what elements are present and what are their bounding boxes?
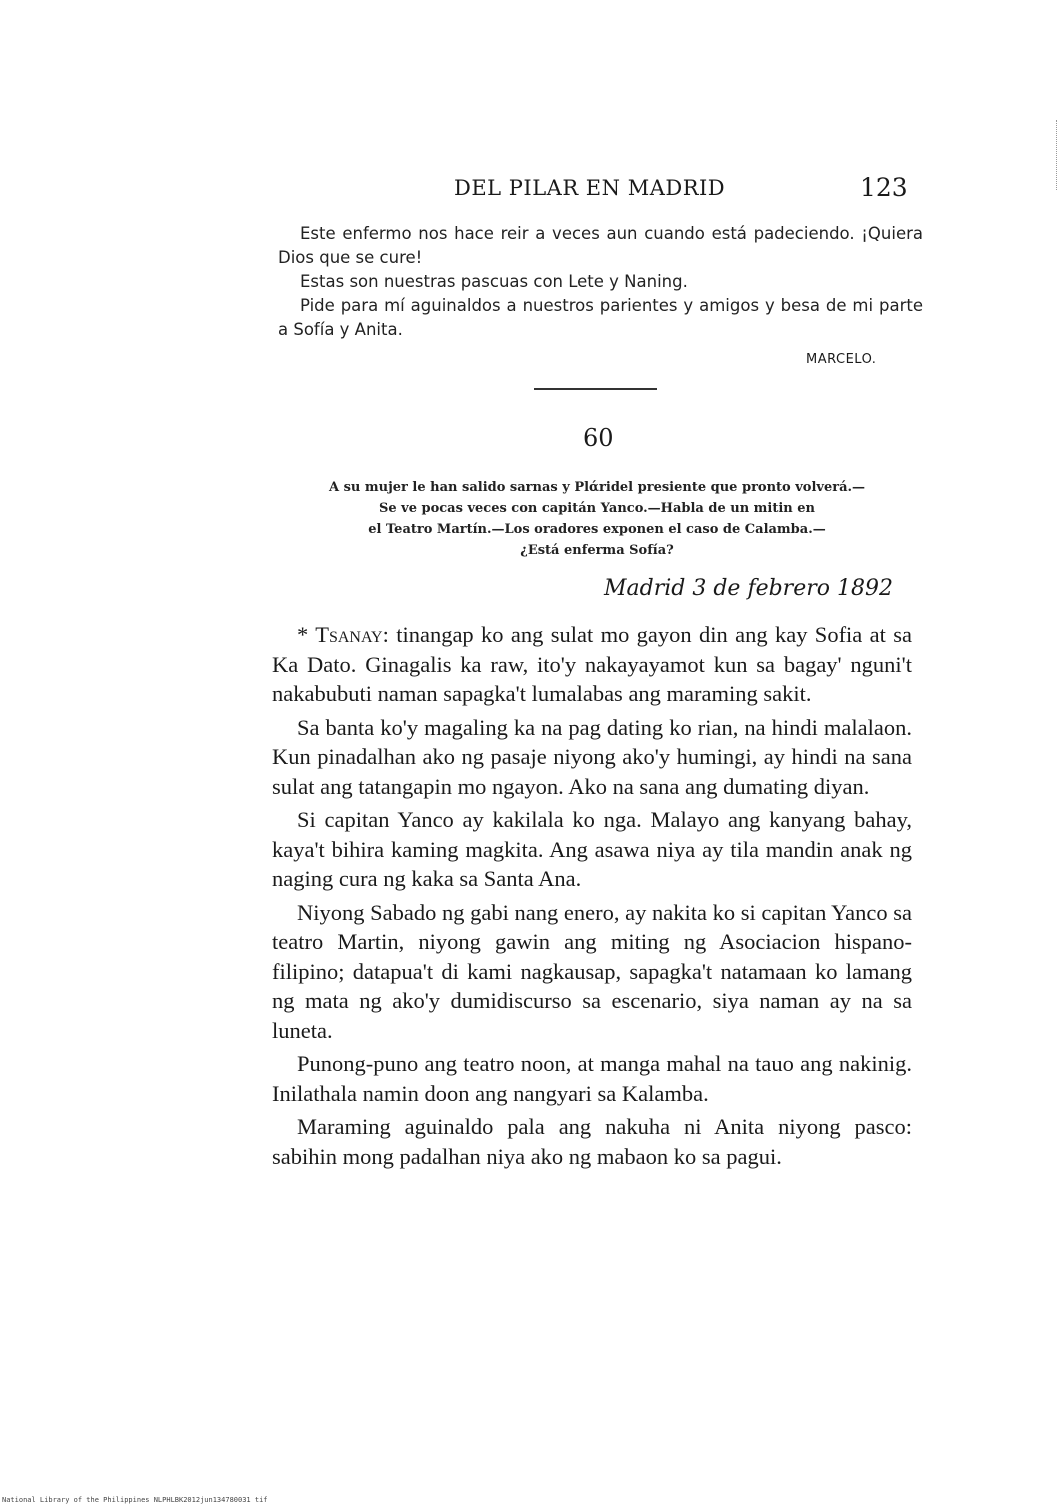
paragraph: Sa banta ko'y magaling ka na pag dating ko rian, na hindi malalaon. Kun pinadalhan ako ng pasaje niyong ako'y humingi, ay hindi na sana sulat ang tatangapin mo ngayon. Ako na sana ang dumating diyan.	[272, 714, 912, 799]
summary-line: el Teatro Martín.—Los oradores exponen el caso de Calamba.—	[368, 522, 826, 537]
paragraph: Si capitan Yanco ay kakilala ko nga. Malayo ang kanyang bahay, kaya't bihira kaming magkita. Ang asawa niya ay tila mandin anak ng naging cura ng kaka sa Santa Ana.	[272, 807, 912, 891]
previous-letter-line: Estas son nuestras pascuas con Lete y Naning.	[300, 272, 688, 291]
page-number: 123	[860, 173, 908, 202]
letter-number: 60	[583, 424, 614, 452]
letter-body	[272, 620, 912, 1175]
scan-footer-note: National Library of the Philippines NLPHLBK2012jun134780031 tif	[2, 1496, 268, 1504]
summary-line: Se ve pocas veces con capitán Yanco.—Habla de un mitin en	[378, 501, 816, 516]
letter-summary	[272, 477, 922, 561]
paragraph: Niyong Sabado ng gabi nang enero, ay nakita ko si capitan Yanco sa teatro Martin, niyong gawin ang miting ng Asociacion hispano-filipino; datapua't di kami nagkausap, sapagka't natamaan ko lamang ng mata ng ako'y dumidiscurso sa escenario, siya naman ay na sa luneta.	[272, 899, 912, 1043]
signature: MARCELO.	[806, 352, 877, 367]
running-header-title: DEL PILAR EN MADRID	[454, 176, 726, 200]
dateline: Madrid 3 de febrero 1892	[604, 576, 893, 601]
paragraph	[272, 620, 912, 709]
summary-line: ¿Está enferma Sofía?	[520, 543, 674, 558]
paragraph-text: tinangap ko ang sulat mo gayon din ang kay Sofia at sa Ka Dato. Ginagalis ka raw, ito'y nakayayamot kun sa bagay' nguni't nakabubuti naman sapagka't lumalabas ang maraming sakit.	[272, 622, 912, 706]
scan-margin-marks	[1056, 120, 1060, 190]
summary-line: A su mujer le han salido sarnas y Plάridel presiente que pronto volverá.—	[328, 480, 866, 495]
section-divider	[534, 388, 657, 390]
paragraph: Punong-puno ang teatro noon, at manga mahal na tauo ang nakinig. Inilathala namin doon ang nangyari sa Kalamba.	[272, 1051, 912, 1106]
salutation: * Tsanay:	[297, 622, 389, 647]
paragraph: Maraming aguinaldo pala ang nakuha ni Anita niyong pasco: sabihin mong padalhan niya ako ng mabaon ko sa pagui.	[272, 1114, 912, 1169]
previous-letter	[278, 222, 923, 342]
previous-letter-line: Pide para mí aguinaldos a nuestros parientes y amigos y besa de mi parte a Sofía y Anita.	[278, 296, 923, 339]
previous-letter-line: Este enfermo nos hace reir a veces aun cuando está padeciendo. ¡Quiera Dios que se cure!	[278, 224, 923, 267]
